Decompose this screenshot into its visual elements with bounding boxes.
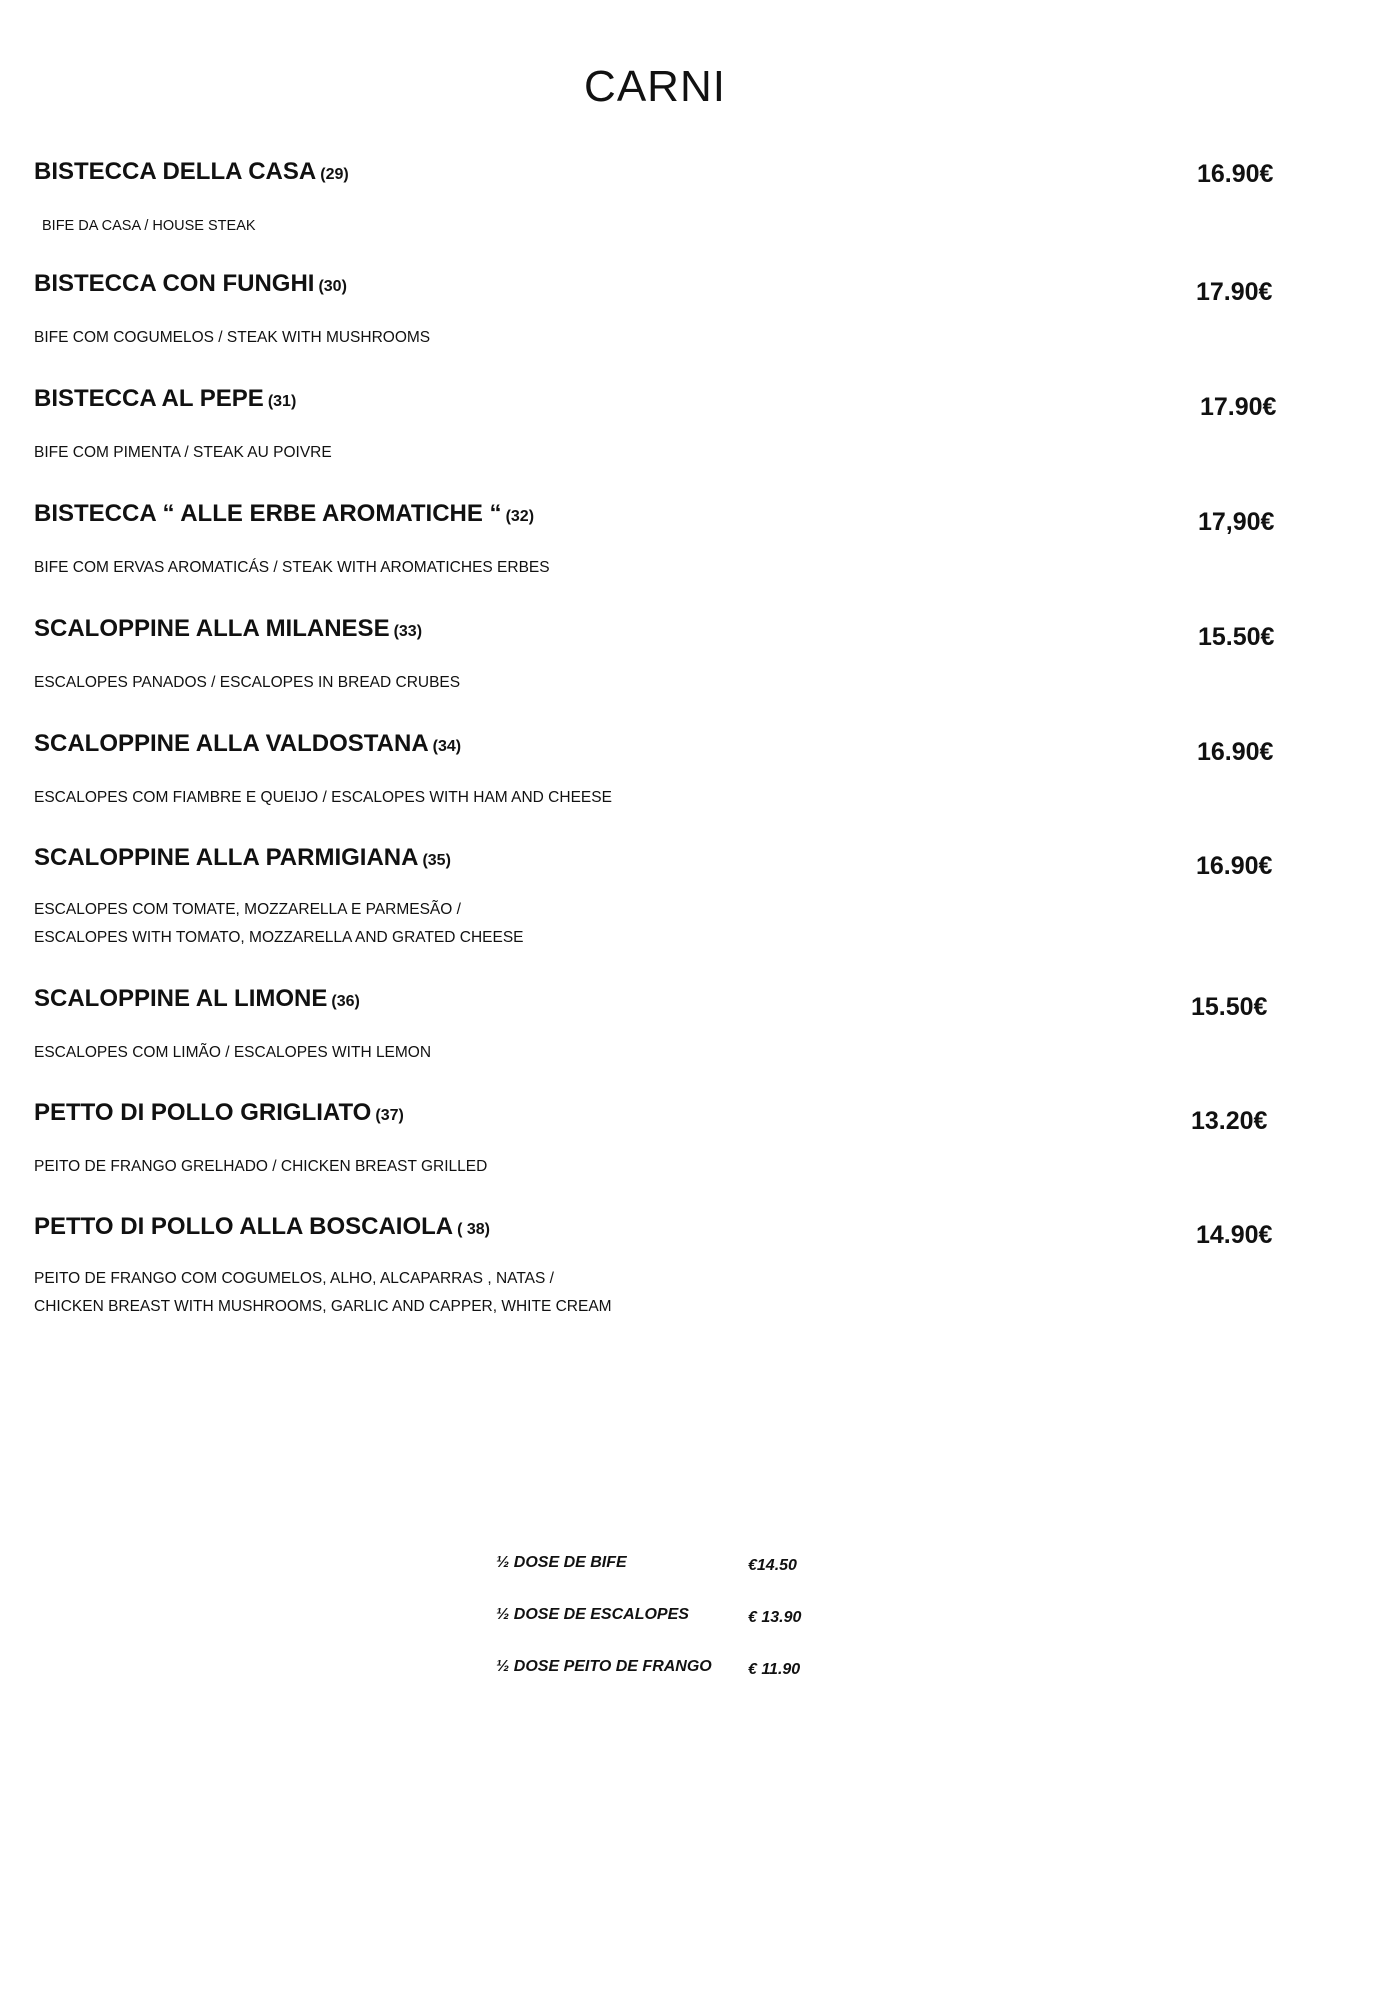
item-price: 14.90€ — [1196, 1221, 1273, 1249]
item-price: 17,90€ — [1198, 508, 1275, 536]
item-price: 16.90€ — [1196, 852, 1273, 880]
half-dose-price: € 13.90 — [748, 1609, 802, 1626]
half-dose-label: ½ DOSE DE BIFE — [496, 1554, 627, 1571]
menu-item — [34, 158, 1284, 258]
item-price: 17.90€ — [1200, 393, 1277, 421]
item-number: (34) — [432, 738, 462, 755]
item-name: SCALOPPINE ALLA PARMIGIANA (35) — [34, 844, 451, 871]
item-price: 17.90€ — [1196, 278, 1273, 306]
item-number: (36) — [331, 993, 360, 1010]
item-number: (33) — [393, 623, 423, 640]
item-description: PEITO DE FRANGO GRELHADO / CHICKEN BREAST GRILLED — [34, 1158, 488, 1175]
item-number: (32) — [505, 508, 535, 525]
menu-item — [34, 385, 1284, 485]
item-description: ESCALOPES COM TOMATE, MOZZARELLA E PARMESÃO / ESCALOPES WITH TOMATO, MOZZARELLA AND GRATED CHEESE — [34, 901, 524, 946]
item-number: (37) — [375, 1107, 404, 1124]
half-dose-list — [496, 1554, 856, 1710]
item-price: 16.90€ — [1197, 738, 1274, 766]
item-price: 13.20€ — [1191, 1107, 1268, 1135]
item-name: SCALOPPINE AL LIMONE (36) — [34, 985, 360, 1012]
item-description: BIFE COM COGUMELOS / STEAK WITH MUSHROOMS — [34, 329, 431, 346]
item-price: 15.50€ — [1198, 623, 1275, 651]
item-description: BIFE COM ERVAS AROMATICÁS / STEAK WITH AROMATICHES ERBES — [34, 559, 550, 576]
menu-item — [34, 985, 1284, 1085]
item-name: SCALOPPINE ALLA VALDOSTANA (34) — [34, 730, 462, 757]
item-name: PETTO DI POLLO ALLA BOSCAIOLA ( 38) — [34, 1213, 491, 1240]
item-number: (31) — [267, 393, 297, 410]
half-dose-row — [496, 1658, 856, 1710]
item-description: PEITO DE FRANGO COM COGUMELOS, ALHO, ALCAPARRAS , NATAS / CHICKEN BREAST WITH MUSHROOMS, GARLIC AND CAPPER, WHITE CREAM — [34, 1270, 612, 1315]
item-description: ESCALOPES COM LIMÃO / ESCALOPES WITH LEMON — [34, 1044, 432, 1061]
item-name: BISTECCA AL PEPE (31) — [34, 385, 297, 412]
item-name: PETTO DI POLLO GRIGLIATO (37) — [34, 1099, 404, 1126]
item-number: ( 38) — [457, 1221, 491, 1238]
item-number: (29) — [320, 166, 349, 183]
item-description: BIFE DA CASA / HOUSE STEAK — [42, 218, 256, 234]
item-description: ESCALOPES COM FIAMBRE E QUEIJO / ESCALOPES WITH HAM AND CHEESE — [34, 789, 612, 806]
item-name: SCALOPPINE ALLA MILANESE (33) — [34, 615, 423, 642]
menu-item — [34, 1213, 1284, 1313]
item-name: BISTECCA CON FUNGHI (30) — [34, 270, 347, 297]
menu-item — [34, 844, 1284, 944]
menu-item — [34, 270, 1284, 370]
page-title: CARNI — [584, 62, 726, 111]
item-name: BISTECCA “ ALLE ERBE AROMATICHE “ (32) — [34, 500, 535, 527]
item-number: (30) — [318, 278, 347, 295]
item-number: (35) — [422, 852, 451, 869]
menu-item — [34, 615, 1284, 715]
menu-item — [34, 1099, 1284, 1199]
item-description: ESCALOPES PANADOS / ESCALOPES IN BREAD CRUBES — [34, 674, 461, 691]
menu-item — [34, 500, 1284, 600]
menu-item — [34, 730, 1284, 830]
item-name: BISTECCA DELLA CASA (29) — [34, 158, 349, 185]
item-description: BIFE COM PIMENTA / STEAK AU POIVRE — [34, 444, 332, 461]
half-dose-price: € 11.90 — [748, 1661, 801, 1678]
half-dose-label: ½ DOSE DE ESCALOPES — [496, 1606, 689, 1623]
item-price: 15.50€ — [1191, 993, 1268, 1021]
item-price: 16.90€ — [1197, 160, 1274, 188]
half-dose-row — [496, 1554, 856, 1606]
half-dose-label: ½ DOSE PEITO DE FRANGO — [496, 1658, 712, 1675]
half-dose-row — [496, 1606, 856, 1658]
half-dose-price: €14.50 — [748, 1557, 797, 1574]
